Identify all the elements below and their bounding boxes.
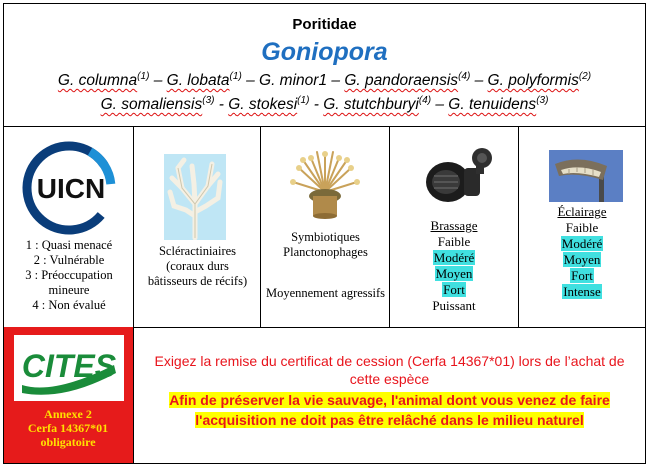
- species-status-note: (3): [536, 95, 549, 106]
- wave-pump-icon: [420, 146, 494, 208]
- certificate-notice: Exigez la remise du certificat de cession (Cerfa 14367*01) lors de l’achat de cette espèce: [154, 353, 625, 387]
- cites-mandatory: obligatoire: [40, 435, 96, 449]
- card-header: [4, 4, 645, 127]
- species-separator: –: [241, 72, 260, 90]
- species-card: [3, 3, 646, 464]
- species-name: G. columna: [57, 72, 138, 90]
- species-separator: -: [214, 96, 229, 114]
- flow-cell: [390, 126, 519, 327]
- flow-level-3: Fort: [443, 282, 465, 297]
- cites-logo: [14, 335, 124, 401]
- species-separator: –: [327, 72, 345, 90]
- flow-level-4: Puissant: [432, 298, 476, 313]
- species-status-note: (2): [578, 71, 592, 82]
- info-row: [4, 126, 645, 328]
- iucn-status-4: 4 : Non évalué: [32, 298, 106, 312]
- flow-level-row: [390, 266, 518, 282]
- branching-coral-icon: [164, 154, 226, 240]
- diet-cell: [261, 126, 390, 327]
- species-list-line-1: [4, 71, 645, 90]
- release-warning-line-2: l'acquisition ne doit pas être relâché dans le milieu naturel: [195, 412, 584, 428]
- legal-notice: [134, 327, 645, 463]
- species-name: G. lobata: [166, 72, 230, 90]
- species-list-line-2: [4, 95, 645, 114]
- light-level-row: [519, 220, 645, 236]
- species-separator: –: [431, 96, 449, 114]
- aggressiveness-text: Moyennement agressifs: [265, 286, 386, 300]
- light-level-row: [519, 284, 645, 300]
- species-status-note: (1): [229, 71, 242, 82]
- diet-text: Symbiotiques Planctonophages: [283, 230, 368, 259]
- species-name: G. polyformis: [487, 72, 579, 90]
- flow-level-1: Modéré: [433, 250, 475, 265]
- iucn-logo-text: UICN: [36, 173, 106, 204]
- release-warning-line-1: Afin de préserver la vie sauvage, l'animal dont vous venez de faire: [169, 392, 610, 408]
- light-fixture-icon: [549, 150, 623, 202]
- flow-level-0: Faible: [437, 234, 471, 249]
- light-level-4: Intense: [563, 284, 601, 299]
- flow-level-row: [390, 250, 518, 266]
- iucn-status-1: 1 : Quasi menacé: [25, 238, 113, 252]
- species-name: G. stutchburyi: [323, 96, 419, 114]
- species-name: G. minor1: [259, 72, 328, 90]
- iucn-status-2: 2 : Vulnérable: [33, 253, 105, 267]
- species-name: G. somaliensis: [100, 96, 203, 114]
- species-status-note: (4): [418, 95, 432, 106]
- flow-levels: [390, 218, 518, 314]
- light-levels: [519, 204, 645, 300]
- species-status-note: (4): [458, 71, 471, 82]
- species-separator: –: [149, 72, 167, 90]
- cites-annex: Annexe 2: [44, 407, 92, 421]
- flow-level-row: [390, 234, 518, 250]
- light-level-0: Faible: [565, 220, 599, 235]
- polyp-icon: [285, 140, 365, 220]
- coral-type-text: Scléractiniaires (coraux durs bâtisseurs de récifs): [147, 244, 248, 288]
- light-title: Éclairage: [557, 204, 607, 219]
- light-level-row: [519, 268, 645, 284]
- light-level-row: [519, 252, 645, 268]
- light-level-2: Moyen: [563, 252, 601, 267]
- flow-level-row: [390, 282, 518, 298]
- iucn-cell: [4, 126, 134, 327]
- species-status-note: (1): [297, 95, 310, 106]
- coral-type-cell: [134, 126, 261, 327]
- legal-row: [4, 327, 645, 463]
- light-level-row: [519, 236, 645, 252]
- iucn-status-3: 3 : Préoccupation mineure: [25, 268, 113, 297]
- genus-name: Goniopora: [261, 38, 388, 66]
- cites-logo-text: CITES: [21, 348, 117, 384]
- flow-level-2: Moyen: [435, 266, 473, 281]
- species-name: G. pandoraensis: [344, 72, 459, 90]
- light-level-1: Modéré: [561, 236, 603, 251]
- cites-cerfa: Cerfa 14367*01: [27, 421, 109, 435]
- cites-annex-label: [4, 407, 132, 449]
- species-name: G. stokesi: [228, 96, 298, 114]
- iucn-status-list: [8, 238, 130, 313]
- light-cell: [519, 126, 645, 327]
- iucn-logo: [21, 140, 117, 236]
- species-status-note: (1): [137, 71, 150, 82]
- family-name: Poritidae: [292, 16, 357, 33]
- species-separator: -: [309, 96, 324, 114]
- species-name: G. tenuidens: [448, 96, 537, 114]
- cites-cell: [4, 327, 134, 463]
- light-level-3: Fort: [571, 268, 593, 283]
- flow-level-row: [390, 298, 518, 314]
- species-separator: –: [470, 72, 488, 90]
- species-status-note: (3): [202, 95, 215, 106]
- release-warning: [144, 390, 635, 430]
- flow-title: Brassage: [430, 218, 478, 233]
